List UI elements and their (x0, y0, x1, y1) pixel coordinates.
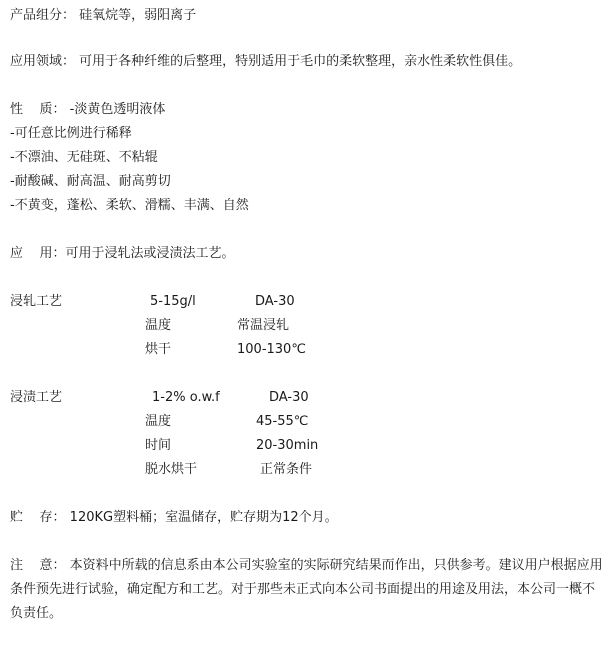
property-item: -不黄变，蓬松、柔软、滑糯、丰满、自然 (10, 198, 249, 213)
property-item: -耐酸碱、耐高温、耐高剪切 (10, 174, 171, 189)
property-item: -不漂油、无硅斑、不粘辊 (10, 150, 158, 165)
padding-row-value: 100-130℃ (237, 342, 306, 357)
padding-process-product: DA-30 (255, 294, 295, 309)
padding-process-title: 浸轧工艺 (10, 294, 63, 309)
application-field-line (10, 52, 521, 72)
composition-line (10, 6, 196, 26)
application-field-value: 可用于各种纤维的后整理，特别适用于毛巾的柔软整理，亲水性柔软性俱佳。 (79, 54, 522, 69)
storage-line (10, 508, 338, 528)
storage-label: 贮 存： (10, 510, 66, 525)
properties-label: 性 质： (10, 102, 66, 117)
usage-line (10, 244, 235, 264)
exhaust-row-value: 20-30min (256, 438, 319, 453)
notice-label: 注 意： (10, 558, 66, 573)
exhaust-process-product: DA-30 (269, 390, 309, 405)
composition-label: 产品组分： (10, 8, 76, 23)
padding-row-label: 温度 (145, 318, 172, 333)
exhaust-row-value: 45-55℃ (256, 414, 309, 429)
property-item: -可任意比例进行稀释 (10, 126, 132, 141)
application-field-label: 应用领域： (10, 54, 76, 69)
exhaust-row-label: 时间 (145, 438, 172, 453)
usage-value: 可用于浸轧法或浸渍法工艺。 (65, 246, 235, 261)
exhaust-process-dosage: 1-2% o.w.f (152, 390, 220, 405)
padding-row-label: 烘干 (145, 342, 172, 357)
storage-value: 120KG塑料桶；室温储存，贮存期为12个月。 (69, 510, 338, 525)
exhaust-row-value: 正常条件 (260, 462, 313, 477)
exhaust-row-label: 脱水烘干 (145, 462, 198, 477)
exhaust-process-title: 浸渍工艺 (10, 390, 63, 405)
properties-first: -淡黄色透明液体 (69, 102, 166, 117)
notice-paragraph (10, 554, 606, 626)
padding-process-dosage: 5-15g/l (150, 294, 196, 309)
properties-line (10, 100, 165, 120)
composition-value: 硅氧烷等，弱阳离子 (79, 8, 197, 23)
padding-row-value: 常温浸轧 (237, 318, 290, 333)
notice-value: 本资料中所载的信息系由本公司实验室的实际研究结果而作出，只供参考。建议用户根据应用条件预先进行试验，确定配方和工艺。对于那些未正式向本公司书面提出的用途及用法，本公司一概不负责任。 (10, 558, 603, 621)
exhaust-row-label: 温度 (145, 414, 172, 429)
usage-label: 应 用： (10, 246, 66, 261)
